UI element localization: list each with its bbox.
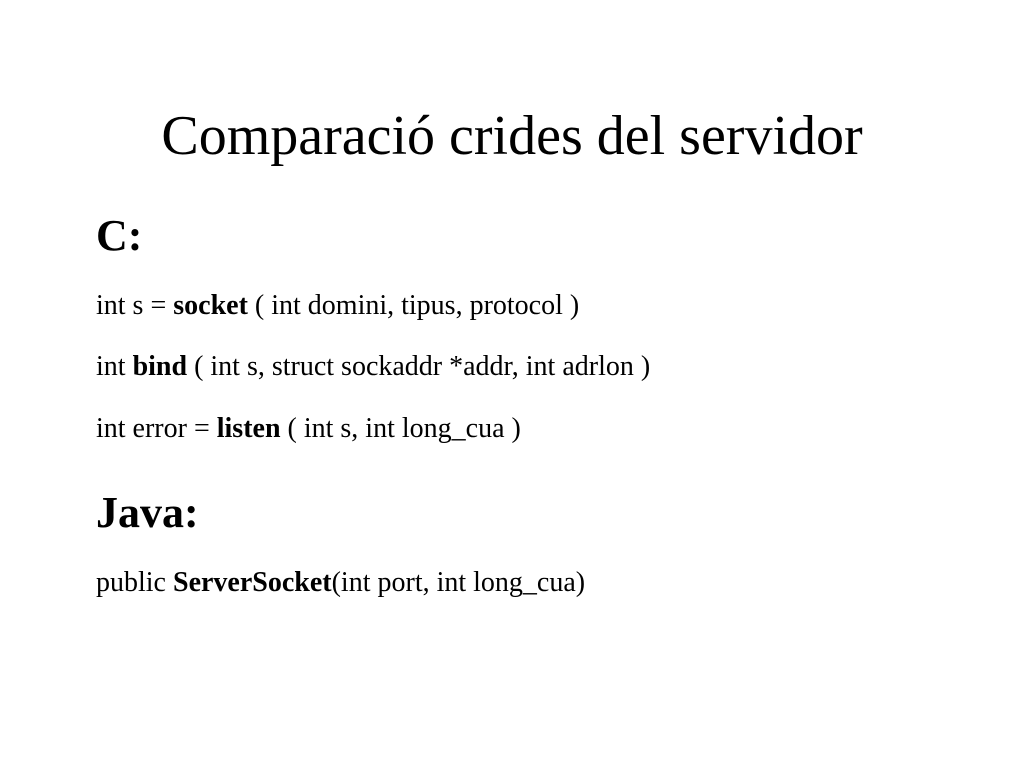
code-text: int s = — [96, 290, 174, 321]
code-line-serversocket — [96, 565, 585, 601]
slide-title: Comparació crides del servidor — [161, 105, 863, 167]
code-line-bind — [96, 349, 650, 385]
code-text: ( int s, struct sockaddr *addr, int adrlon ) — [187, 351, 651, 382]
code-line-listen — [96, 411, 521, 447]
section-heading-c: C: — [96, 211, 143, 260]
code-text: (int port, int long_cua) — [331, 567, 586, 598]
section-heading-java: Java: — [96, 488, 199, 537]
function-name-bind: bind — [132, 351, 188, 382]
code-text: ( int s, int long_cua ) — [280, 413, 521, 444]
code-text: int — [96, 351, 133, 382]
code-text: ( int domini, tipus, protocol ) — [247, 290, 580, 321]
code-line-socket — [96, 288, 579, 324]
function-name-listen: listen — [216, 413, 281, 444]
code-text: public — [96, 567, 173, 598]
function-name-socket: socket — [173, 290, 248, 321]
code-text: int error = — [96, 413, 217, 444]
class-name-serversocket: ServerSocket — [173, 567, 332, 598]
